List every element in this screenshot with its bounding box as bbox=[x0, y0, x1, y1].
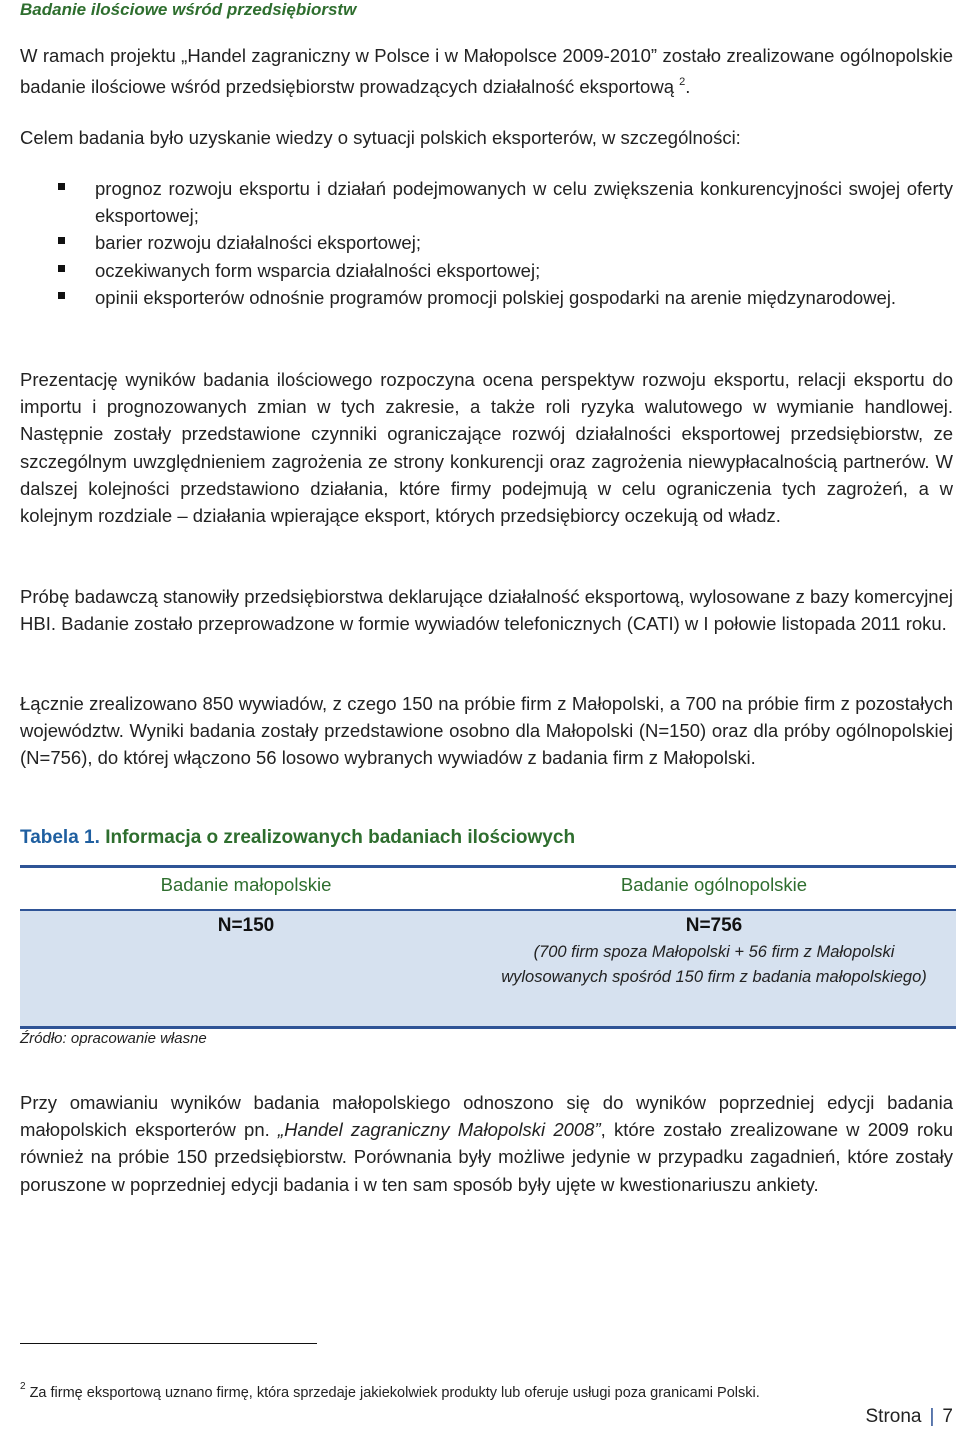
page-number-value: 7 bbox=[942, 1406, 953, 1427]
bullet-square-icon bbox=[58, 265, 65, 272]
results-paragraph: Prezentację wyników badania ilościowego rozpoczyna ocena perspektyw rozwoju eksportu, relacji eksportu do importu i prognozowanych zmian w tych zakresie, a także roli ryzyka walutowego w wymianie handlowej. Następnie zostały przedstawione czynniki ograniczające rozwój działalności eksportowej przedsiębiorstw, ze szczególnym uwzględnieniem zagrożenia ze strony konkurencji oraz zagrożenia niewypłacalnością partnerów. W dalszej kolejności przedstawiono działania, które firmy podejmują w celu ograniczenia tych zagrożeń, a w kolejnym rozdziale – działania wpierające eksport, których przedsiębiorcy oczekują od władz. bbox=[20, 369, 953, 527]
table-caption-text: Informacja o zrealizowanych badaniach ilościowych bbox=[105, 827, 576, 848]
intro-text: W ramach projektu „Handel zagraniczny w Polsce i w Małopolsce 2009-2010” zostało zrealizowane ogólnopolskie badanie ilościowe wśród przedsiębiorstw prowadzących działalność eksportową bbox=[20, 45, 953, 98]
table-header-row bbox=[20, 868, 956, 909]
list-item-text: opinii eksporterów odnośnie programów promocji polskiej gospodarki na arenie międzynarodowej. bbox=[95, 286, 897, 308]
footnote-reference[interactable]: 2 bbox=[679, 76, 686, 89]
footnote bbox=[20, 1381, 760, 1401]
page-number bbox=[866, 1406, 954, 1428]
table-cell-national-n: N=756 bbox=[685, 915, 743, 936]
table-caption bbox=[20, 827, 575, 849]
intro-paragraph bbox=[20, 42, 953, 100]
bullet-square-icon bbox=[58, 183, 65, 190]
list-item bbox=[20, 229, 953, 256]
list-item bbox=[20, 175, 953, 229]
footnote-separator bbox=[20, 1343, 317, 1344]
comparison-paragraph bbox=[20, 1089, 953, 1198]
footnote-number: 2 bbox=[20, 1381, 26, 1392]
aim-paragraph: Celem badania było uzyskanie wiedzy o sytuacji polskich eksporterów, w szczególności: bbox=[20, 127, 741, 148]
studies-table bbox=[20, 865, 956, 1029]
interviews-paragraph: Łącznie zrealizowano 850 wywiadów, z czego 150 na próbie firm z Małopolski, a 700 na próbie firm z pozostałych województw. Wyniki badania zostały przedstawione osobno dla Małopolski (N=150) oraz dla próby ogólnopolskiej (N=756), do której włączono 56 losowo wybranych wywiadów z badania firm z Małopolski. bbox=[20, 693, 953, 769]
list-item-text: oczekiwanych form wsparcia działalności eksportowej; bbox=[95, 259, 541, 281]
aims-list bbox=[20, 175, 953, 311]
table-cell-national bbox=[472, 915, 956, 990]
list-item bbox=[20, 257, 953, 284]
table-cell-national-note: (700 firm spoza Małopolski + 56 firm z Małopolski wylosowanych spośród 150 firm z badania małopolskiego) bbox=[501, 943, 927, 986]
bullet-square-icon bbox=[58, 237, 65, 244]
page-separator: | bbox=[929, 1406, 935, 1427]
table-cell-malopolska-n: N=150 bbox=[217, 915, 275, 936]
bullet-square-icon bbox=[58, 292, 65, 299]
footnote-text: Za firmę eksportową uznano firmę, która sprzedaje jakiekolwiek produkty lub oferuje usługi poza granicami Polski. bbox=[29, 1385, 760, 1401]
comparison-text-before: Przy omawianiu wyników badania małopolskiego odnoszono się do wyników poprzedniej edycji badania małopolskich eksporterów pn. bbox=[20, 1092, 953, 1141]
table-source: Źródło: opracowanie własne bbox=[20, 1030, 207, 1047]
intro-end: . bbox=[685, 76, 691, 98]
section-title: Badanie ilościowe wśród przedsiębiorstw bbox=[20, 0, 357, 19]
table-bottom-rule bbox=[20, 1026, 956, 1029]
table-header-malopolska: Badanie małopolskie bbox=[160, 874, 332, 895]
comparison-title: „Handel zagraniczny Małopolski 2008” bbox=[277, 1119, 601, 1141]
table-header-national: Badanie ogólnopolskie bbox=[620, 874, 808, 895]
list-item bbox=[20, 284, 953, 311]
table-caption-number: Tabela 1. bbox=[20, 827, 100, 848]
table-row bbox=[20, 911, 956, 1026]
list-item-text: prognoz rozwoju eksportu i działań podejmowanych w celu zwiększenia konkurencyjności swojej oferty eksportowej; bbox=[95, 178, 953, 227]
list-item-text: barier rozwoju działalności eksportowej; bbox=[95, 232, 421, 254]
comparison-text-after: , które zostało zrealizowane w 2009 roku również na próbie 150 przedsiębiorstw. Porównania były możliwe jedynie w przypadku zagadnień, które zostały poruszone w poprzedniej edycji badania i w ten sam sposób były ujęte w kwestionariuszu ankiety. bbox=[20, 1119, 953, 1195]
sample-paragraph: Próbę badawczą stanowiły przedsiębiorstwa deklarujące działalność eksportową, wylosowane z bazy komercyjnej HBI. Badanie zostało przeprowadzone w formie wywiadów telefonicznych (CATI) w I połowie listopada 2011 roku. bbox=[20, 586, 953, 635]
page-label: Strona bbox=[865, 1406, 922, 1427]
